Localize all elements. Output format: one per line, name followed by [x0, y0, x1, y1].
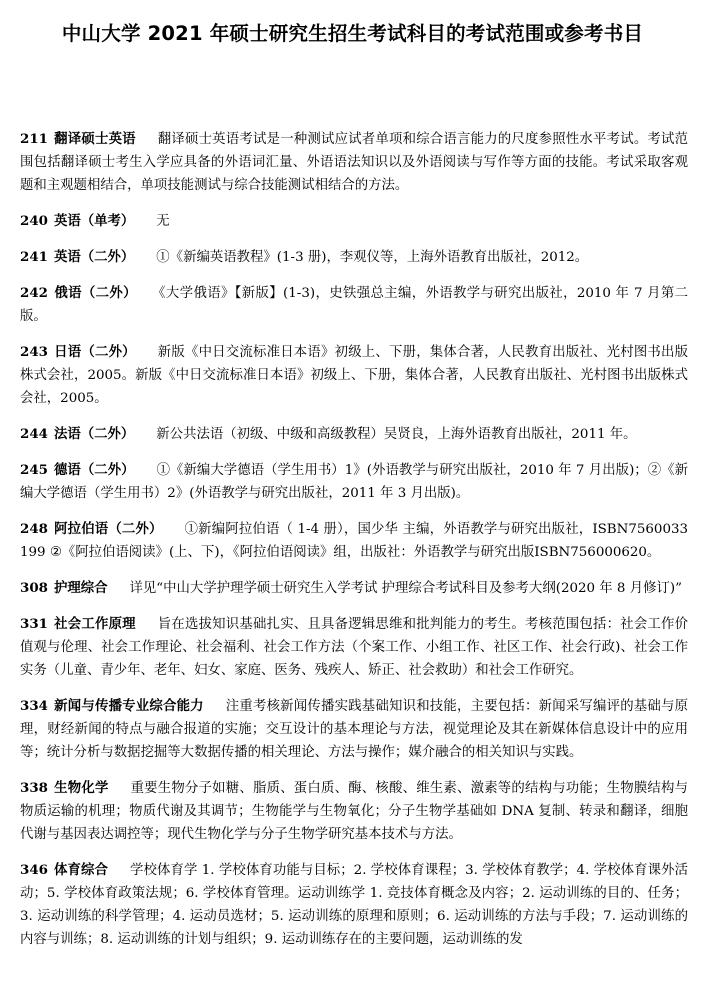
entry-name: 德语（二外）	[53, 463, 135, 478]
entry-code: 245	[20, 462, 48, 478]
entry-code: 248	[20, 521, 48, 537]
entry-text: ①新编阿拉伯语（ 1-4 册），国少华 主编，外语教学与研究出版社，ISBN7560033199 ②《阿拉伯语阅读》(上、下)，《阿拉伯语阅读》组，出版社：外语教学与研究出版ISBN756000620。	[20, 522, 689, 560]
entry-243	[20, 341, 688, 410]
entry-248	[20, 518, 688, 564]
entry-240	[20, 210, 688, 233]
entry-code: 346	[20, 862, 48, 878]
entry-text: 重要生物分子如糖、脂质、蛋白质、酶、核酸、维生素、激素等的结构与功能；生物膜结构与物质运输的机理；物质代谢及其调节；生物能学与生物氧化；分子生物学基础如 DNA 复制、转录和翻译，细胞代谢与基因表达调控等；现代生物化学与分子生物学研究基本技术与方法。	[20, 781, 689, 842]
entry-text: ①《新编英语教程》(1-3 册)，李观仪等，上海外语教育出版社，2012。	[156, 250, 589, 265]
entry-text: 新版《中日交流标准日本语》初级上、下册，集体合著，人民教育出版社、光村图书出版株式会社，2005。新版《中日交流标准日本语》初级上、下册，集体合著，人民教育出版社、光村图书出版株式会社，2005。	[20, 345, 689, 406]
entry-name: 护理综合	[53, 581, 108, 596]
entry-241	[20, 246, 688, 269]
entry-242	[20, 282, 688, 328]
entry-name: 社会工作原理	[53, 617, 136, 632]
entry-name: 新闻与传播专业综合能力	[53, 699, 204, 714]
entry-text: ①《新编大学德语（学生用书）1》(外语教学与研究出版社，2010 年 7 月出版)；②《新编大学德语（学生用书）2》(外语教学与研究出版社，2011 年 3 月出版)。	[20, 463, 688, 501]
entry-text: 新公共法语（初级、中级和高级教程）吴贤良，上海外语教育出版社，2011 年。	[156, 427, 637, 442]
entry-name: 英语（单考）	[53, 214, 135, 229]
entry-name: 日语（二外）	[53, 345, 136, 360]
entry-334	[20, 695, 688, 764]
entry-211	[20, 128, 688, 197]
entry-list	[20, 128, 688, 964]
entry-code: 243	[20, 344, 48, 360]
entry-text: 《大学俄语》【新版】(1-3)，史铁强总主编，外语教学与研究出版社，2010 年 7 月第二版。	[20, 286, 688, 324]
entry-text: 注重考核新闻传播实践基础知识和技能，主要包括：新闻采写编评的基础与原理，财经新闻的特点与融合报道的实施；交互设计的基本理论与方法，视觉理论及其在新媒体信息设计中的应用等；统计分析与数据挖掘等大数据传播的相关理论、方法与操作；媒介融合的相关知识与实践。	[20, 699, 689, 760]
entry-text: 学校体育学 1. 学校体育功能与目标；2. 学校体育课程；3. 学校体育教学；4. 学校体育课外活动；5. 学校体育政策法规；6. 学校体育管理。运动训练学 1. 竞技体育概念及内容；2. 运动训练的目的、任务；3. 运动训练的科学管理；4. 运动员选材；5. 运动训练的原理和原则；6. 运动训练的方法与手段；7. 运动训练的内容与训练；8. 运动训练的计划与组织；9. 运动训练存在的主要问题，运动训练的发	[20, 863, 688, 947]
entry-name: 阿拉伯语（二外）	[53, 522, 163, 537]
entry-code: 241	[20, 249, 48, 265]
entry-name: 法语（二外）	[53, 427, 135, 442]
entry-name: 英语（二外）	[53, 250, 135, 265]
entry-code: 331	[20, 616, 48, 632]
entry-code: 240	[20, 213, 48, 229]
entry-346	[20, 859, 688, 951]
page-title: 中山大学 2021 年硕士研究生招生考试科目的考试范围或参考书目	[61, 22, 644, 45]
entry-245	[20, 459, 688, 505]
entry-code: 244	[20, 426, 48, 442]
entry-name: 体育综合	[53, 863, 108, 878]
entry-244	[20, 423, 688, 446]
entry-name: 翻译硕士英语	[53, 132, 136, 147]
entry-text: 翻译硕士英语考试是一种测试应试者单项和综合语言能力的尺度参照性水平考试。考试范围包括翻译硕士考生入学应具备的外语词汇量、外语语法知识以及外语阅读与写作等方面的技能。考试采取客观题和主观题相结合，单项技能测试与综合技能测试相结合的方法。	[20, 132, 689, 193]
entry-308	[20, 577, 688, 600]
entry-331	[20, 613, 688, 682]
entry-code: 242	[20, 285, 48, 301]
entry-code: 338	[20, 780, 48, 796]
entry-name: 俄语（二外）	[53, 286, 137, 301]
entry-name: 生物化学	[53, 781, 109, 796]
entry-text: 旨在选拔知识基础扎实、且具备逻辑思维和批判能力的考生。考核范围包括：社会工作价值观与伦理、社会工作理论、社会福利、社会工作方法（个案工作、小组工作、社区工作、社会行政)、社会工作实务（儿童、青少年、老年、妇女、家庭、医务、残疾人、矫正、社会救助）和社会工作研究。	[20, 617, 689, 678]
entry-text: 详见“中山大学护理学硕士研究生入学考试 护理综合考试科目及参考大纲(2020 年 8 月修订)”	[129, 581, 682, 596]
entry-code: 308	[20, 580, 48, 596]
entry-text: 无	[156, 214, 170, 229]
entry-338	[20, 777, 688, 846]
entry-code: 334	[20, 698, 48, 714]
entry-code: 211	[20, 131, 48, 147]
